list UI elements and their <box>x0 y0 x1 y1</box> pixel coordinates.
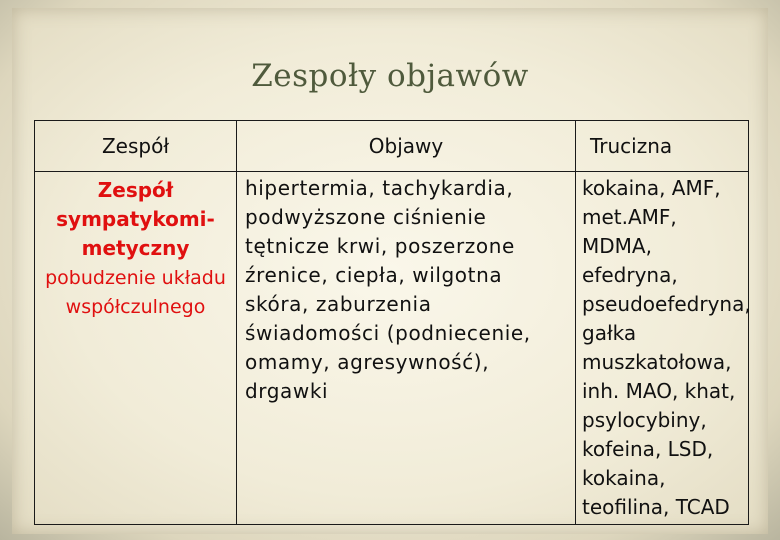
syndrome-cell <box>35 172 237 525</box>
symptoms-cell: hipertermia, tachykardia, podwyższone ciśnienie tętnicze krwi, poszerzone źrenice, ciepła, wilgotna skóra, zaburzenia świadomości (podniecenie, omamy, agresywność), drgawki <box>237 172 576 525</box>
poisons-cell: kokaina, AMF, met.AMF, MDMA, efedryna, pseudoefedryna, gałka muszkatołowa, inh. MAO, khat, psylocybiny, kofeina, LSD, kokaina, teofilina, TCAD <box>576 172 749 525</box>
header-syndrome: Zespół <box>35 121 237 172</box>
syndrome-description: pobudzenie układu współczulnego <box>45 267 226 318</box>
syndrome-name: Zespół sympatykomi-metyczny <box>56 178 215 260</box>
slide-title: Zespoły objawów <box>251 58 529 94</box>
header-symptoms: Objawy <box>237 121 576 172</box>
table-row <box>35 172 749 525</box>
table-header-row <box>35 121 749 172</box>
header-poison: Trucizna <box>576 121 749 172</box>
syndrome-table <box>34 120 749 525</box>
